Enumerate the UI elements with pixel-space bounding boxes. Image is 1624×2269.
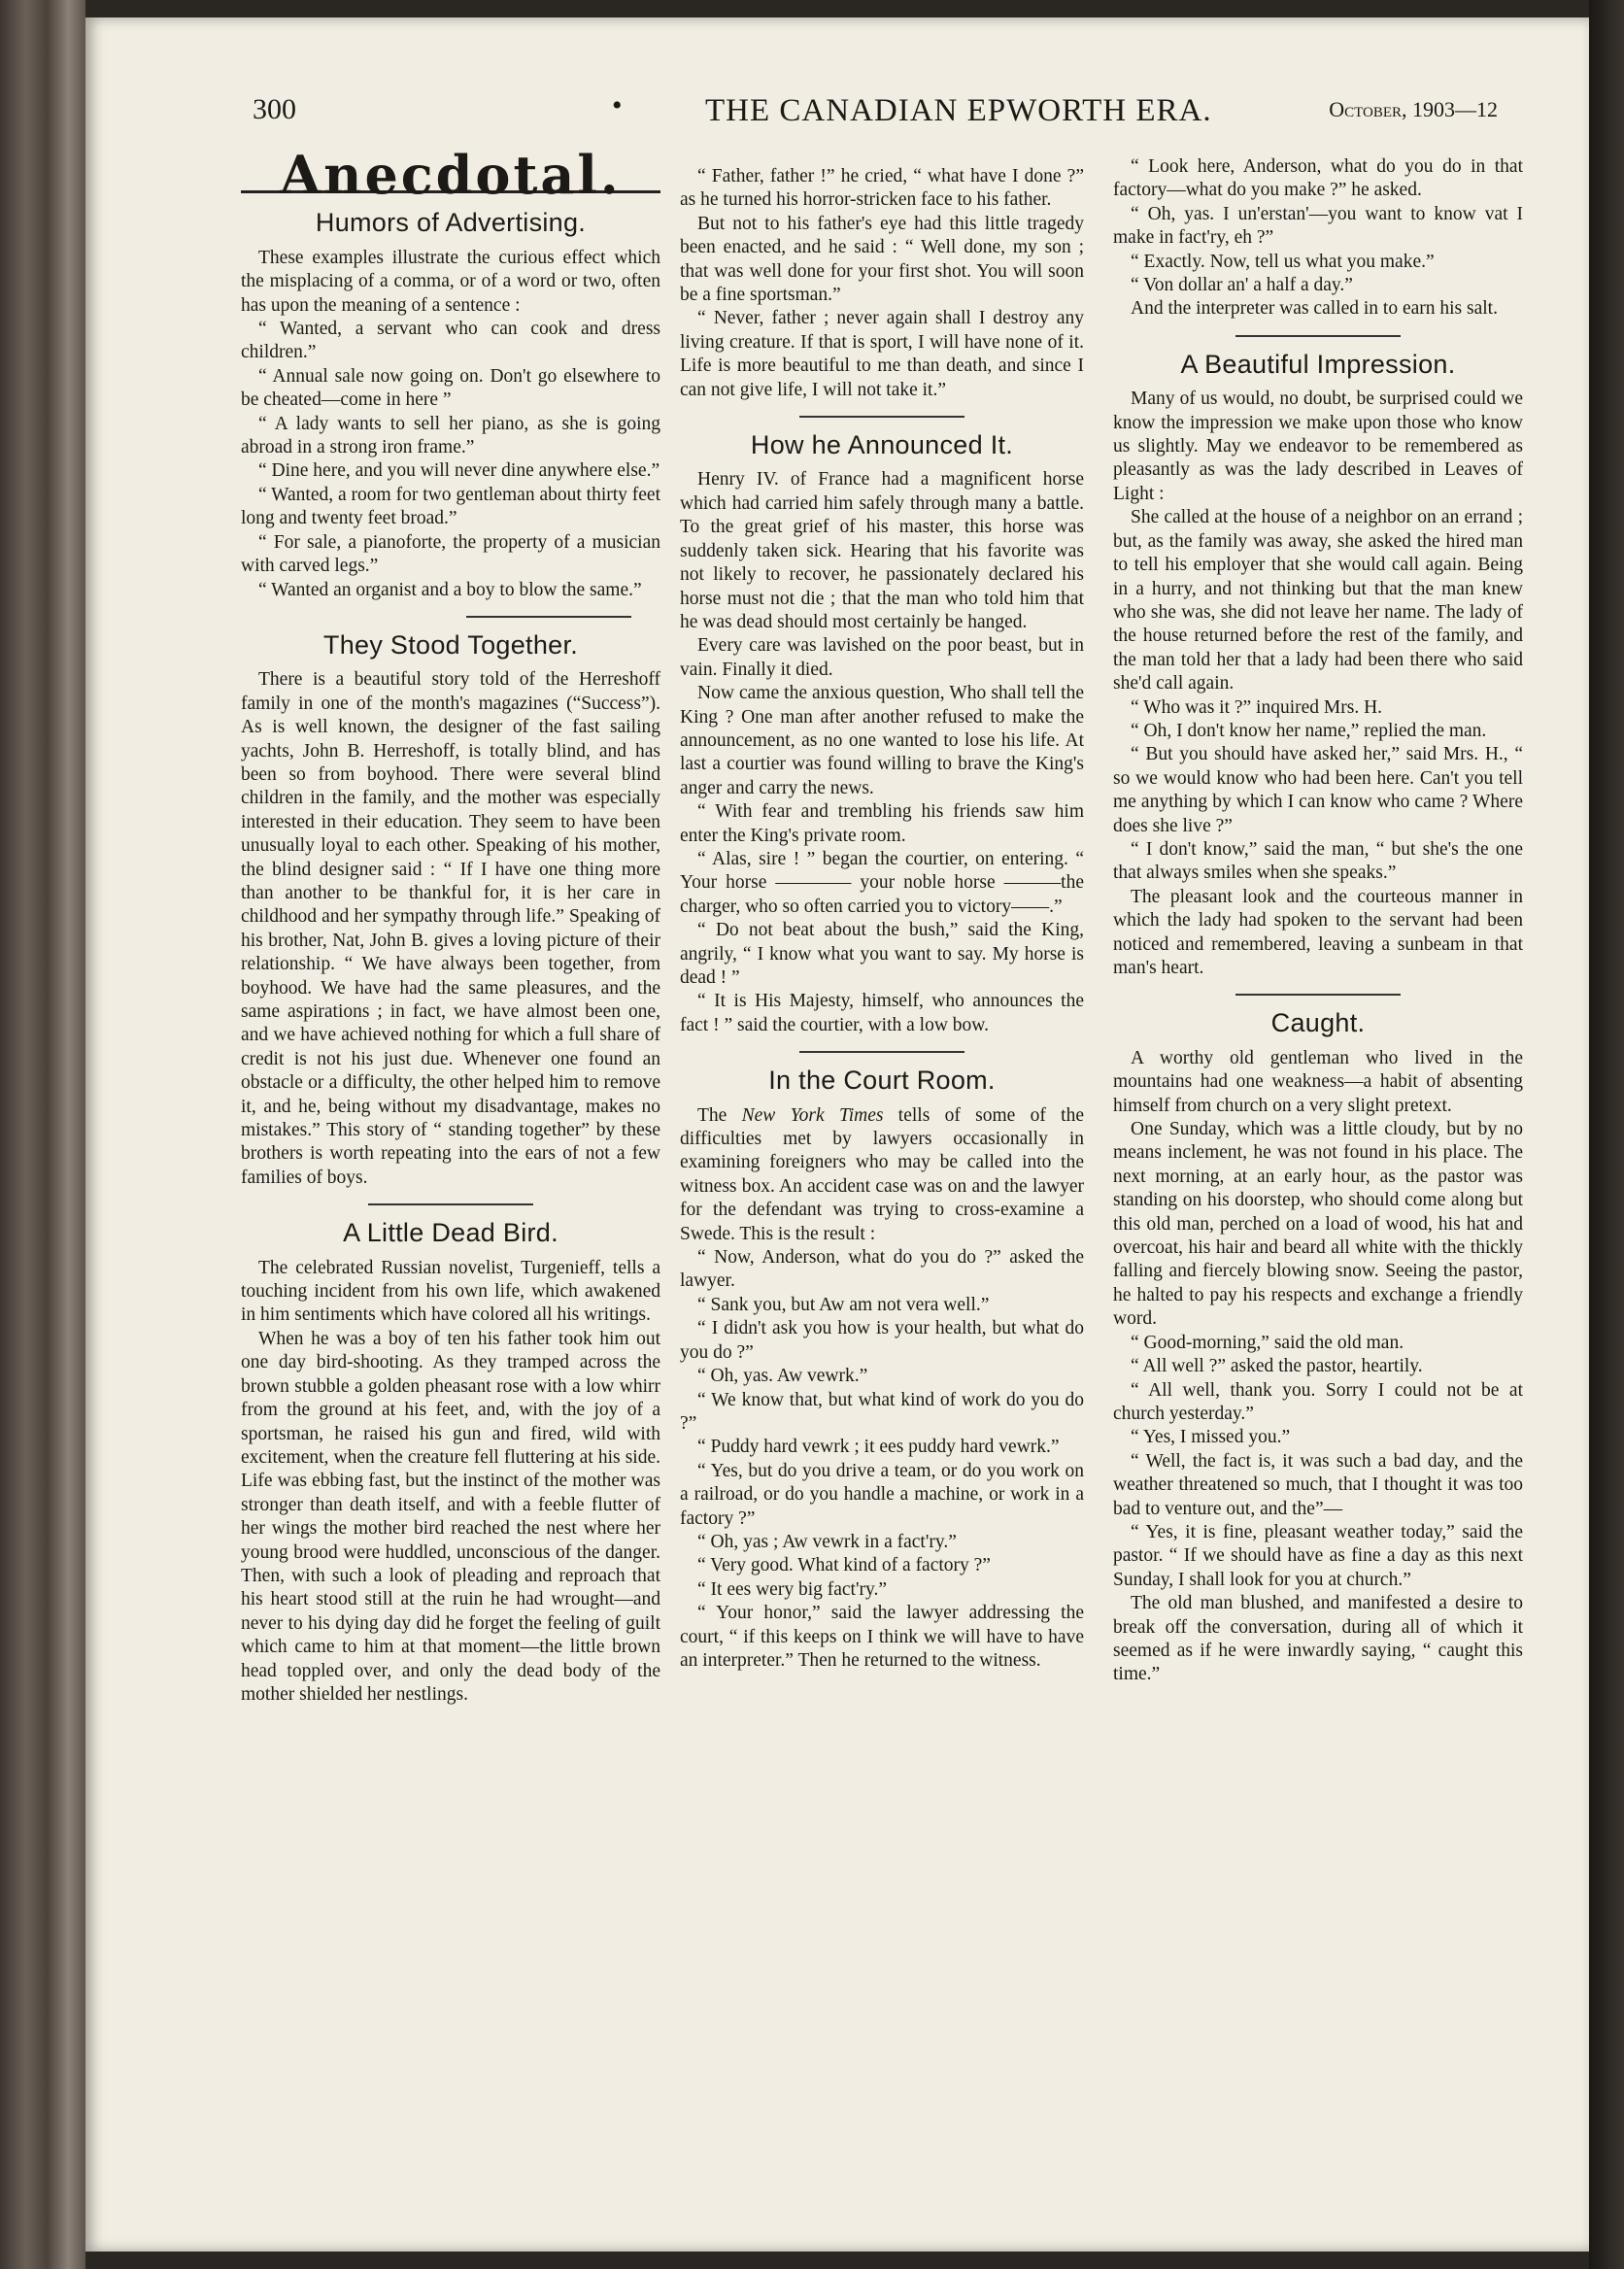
paragraph: And the interpreter was called in to earn his salt. — [1131, 298, 1498, 320]
paragraph: “ Dine here, and you will never dine anywhere else.” — [258, 460, 660, 482]
paragraph: “ Oh, yas ; Aw vewrk in a fact'ry.” — [697, 1531, 957, 1552]
paragraph: The pleasant look and the courteous manner in which the lady had spoken to the servant had been noticed and remembered, leaving a sunbeam in that man's heart. — [1113, 886, 1523, 978]
paragraph: “ Sank you, but Aw am not vera well.” — [697, 1294, 990, 1315]
paragraph: There is a beautiful story told of the Herreshoff family in one of the month's magazines (“Success”). As is well known, the designer of the fast sailing yachts, John B. Herreshoff, is totally blind, and has been so from boyhood. There were several blind children in the family, and the mother was especially interested in their education. They seem to have been unusually loyal to each other. Speaking of his mother, the blind designer said : “ If I have one thing more than another to be thankful for, it is her care in childhood and her sympathy through life.” Speaking of his brother, Nat, John B. gives a loving picture of their relationship. “ We have always been together, from boyhood. We have had the same pleasures, and the same aspirations ; in fact, we have almost been one, and we have achieved nothing for which a full share of credit is not his just due. Whenever one found an obstacle or a difficulty, the other helped him to remove it, and he, being without my disadvantage, makes no mistakes.” This story of “ standing together” by these brothers is worth repeating into the ears of not a few families of boys. — [241, 669, 660, 1188]
article-title: A Little Dead Bird. — [343, 1218, 558, 1248]
paragraph: “ Oh, I don't know her name,” replied the man. — [1131, 720, 1487, 741]
paragraph: “ Wanted, a room for two gentleman about thirty feet long and twenty feet broad.” — [241, 484, 660, 529]
paragraph: “ Good-morning,” said the old man. — [1131, 1332, 1404, 1353]
page-header — [165, 89, 1498, 132]
column-3 — [1113, 155, 1523, 1687]
lead-text: The — [697, 1104, 742, 1126]
paragraph: “ Now, Anderson, what do you do ?” asked the lawyer. — [680, 1247, 1084, 1292]
paragraph: These examples illustrate the curious effect which the misplacing of a comma, or of a word or two, often has upon the meaning of a sentence : — [241, 247, 660, 316]
paragraph: “ Oh, yas. Aw vewrk.” — [697, 1366, 868, 1387]
article-title: Caught. — [1270, 1008, 1366, 1038]
separator-rule — [799, 1051, 964, 1053]
separator-rule — [1235, 335, 1401, 337]
separator-rule — [368, 1203, 533, 1205]
header-dot: • — [612, 89, 623, 121]
newspaper-name: New York Times — [741, 1104, 884, 1126]
article-title: How he Announced It. — [750, 430, 1014, 460]
paragraph: “ Exactly. Now, tell us what you make.” — [1131, 251, 1435, 272]
section-title: Anecdotal. — [280, 144, 622, 206]
separator-rule — [799, 416, 964, 418]
paragraph: Many of us would, no doubt, be surprised could we know the impression we make upon those who know us slightly. May we endeavor to be remembered as pleasantly as was the lady described in Leaves of Light : — [1113, 389, 1523, 504]
paragraph: “ Wanted, a servant who can cook and dress children.” — [241, 319, 660, 363]
paragraph: Every care was lavished on the poor beast, but in vain. Finally it died. — [680, 635, 1084, 680]
paragraph: She called at the house of a neighbor on an errand ; but, as the family was away, she asked the hired man to tell his employer that she would call again. Being in a hurry, and not thinking but that the man knew who she was, she did not leave her name. The lady of the house returned before the rest of the family, and the man told her that a lady had been there who said she'd call again. — [1113, 507, 1523, 694]
paragraph: “ All well ?” asked the pastor, heartily. — [1131, 1356, 1423, 1377]
book-binding — [0, 0, 85, 2269]
paragraph: “ It ees wery big fact'ry.” — [697, 1578, 887, 1600]
paragraph: “ Who was it ?” inquired Mrs. H. — [1131, 696, 1383, 718]
paragraph: “ All well, thank you. Sorry I could not be at church yesterday.” — [1113, 1379, 1523, 1424]
article-title: Humors of Advertising. — [315, 208, 587, 238]
paragraph: But not to his father's eye had this little tragedy been enacted, and he said : “ Well done, my son ; that was well done for your first shot. You will soon be a fine sportsman.” — [680, 213, 1084, 306]
paragraph: A worthy old gentleman who lived in the mountains had one weakness—a habit of absenting himself from church on a very slight pretext. — [1113, 1047, 1523, 1116]
paragraph: “ Von dollar an' a half a day.” — [1131, 275, 1353, 296]
paragraph: “ Alas, sire ! ” began the courtier, on entering. “ Your horse ———— your noble horse ———the charger, who so often carried you to victory——.” — [680, 848, 1084, 917]
paragraph: “ It is His Majesty, himself, who announces the fact ! ” said the courtier, with a low bow. — [680, 991, 1084, 1035]
paragraph: “ A lady wants to sell her piano, as she is going abroad in a strong iron frame.” — [241, 413, 660, 458]
paragraph: “ We know that, but what kind of work do you do ?” — [680, 1389, 1084, 1434]
separator-rule — [1235, 994, 1401, 996]
paragraph: “ Yes, but do you drive a team, or do you work on a railroad, or do you handle a machine, or work in a factory ?” — [680, 1460, 1084, 1529]
paragraph: “ For sale, a pianoforte, the property of a musician with carved legs.” — [241, 531, 660, 577]
paragraph: One Sunday, which was a little cloudy, but by no means inclement, he was not found in his place. The next morning, at an early hour, as the pastor was standing on his doorstep, who should come along but this old man, perched on a load of wood, his hat and overcoat, his hair and beard all white with the thickly falling and fiercely blowing snow. Seeing the pastor, he halted to pay his respects and exchange a friendly word. — [1113, 1119, 1523, 1330]
article-title: In the Court Room. — [768, 1066, 996, 1096]
separator-rule — [466, 616, 631, 618]
paragraph: “ Puddy hard vewrk ; it ees puddy hard vewrk.” — [697, 1437, 1060, 1458]
paragraph: “ Wanted an organist and a boy to blow the same.” — [258, 579, 642, 600]
paragraph: “ Your honor,” said the lawyer addressing the court, “ if this keeps on I think we will have to have an interpreter.” Then he returned to the witness. — [680, 1603, 1084, 1671]
paragraph: “ With fear and trembling his friends saw him enter the King's private room. — [680, 801, 1084, 846]
page-number: 300 — [253, 93, 296, 125]
paragraph: “ I don't know,” said the man, “ but she's the one that always smiles when she speaks.” — [1113, 838, 1523, 884]
paragraph: “ Do not beat about the bush,” said the King, angrily, “ I know what you want to say. My horse is dead ! ” — [680, 920, 1084, 988]
article-title: A Beautiful Impression. — [1180, 349, 1456, 379]
article-title: They Stood Together. — [322, 629, 579, 660]
paragraph: The celebrated Russian novelist, Turgenieff, tells a touching incident from his own life, which awakened in him sentiments which have colored all his writings. — [241, 1257, 660, 1326]
paragraph: “ Oh, yas. I un'erstan'—you want to know vat I make in fact'ry, eh ?” — [1113, 203, 1523, 249]
paragraph: “ Very good. What kind of a factory ?” — [697, 1555, 991, 1576]
paragraph: “ Yes, it is fine, pleasant weather today,” said the pastor. “ If we should have as fine a day as this next Sunday, I shall look for you at church.” — [1113, 1521, 1523, 1590]
column-1 — [241, 144, 660, 1707]
paragraph: “ Father, father !” he cried, “ what have I done ?” as he turned his horror-stricken face to his father. — [680, 166, 1084, 211]
paragraph: Now came the anxious question, Who shall tell the King ? One man after another refused to make the announcement, as no one wanted to lose his life. At last a courtier was found willing to brave the King's anger and carry the news. — [680, 683, 1084, 798]
paragraph: “ But you should have asked her,” said Mrs. H., “ so we would know who had been here. Can't you tell me anything by which I can know who came ? Where does she live ?” — [1113, 744, 1523, 836]
issue-date: October, 1903—12 — [1329, 97, 1498, 121]
paragraph: “ Well, the fact is, it was such a bad day, and the weather threatened so much, that I thought it was too bad to venture out, and the”— — [1113, 1450, 1523, 1519]
masthead-title: THE CANADIAN EPWORTH ERA. — [705, 93, 1212, 128]
paragraph: Henry IV. of France had a magnificent horse which had carried him safely through many a battle. To the great grief of his master, this horse was suddenly taken sick. Hearing that his favorite was not likely to recover, he passionately declared his horse must not die ; that the man who told him that he was dead should most certainly be hanged. — [680, 469, 1084, 632]
paragraph: “ Look here, Anderson, what do you do in that factory—what do you make ?” he asked. — [1113, 156, 1523, 201]
paragraph: “ Yes, I missed you.” — [1131, 1427, 1291, 1448]
lead-text: tells of some of the difficulties met by lawyers occasionally in examining foreigners who may be called into the witness box. An accident case was on and the lawyer for the defendant was trying to cross-examine a Swede. This is the result : — [680, 1104, 1084, 1244]
paragraph: The old man blushed, and manifested a desire to break off the conversation, during all of which it seemed as if he were inwardly saying, “ caught this time.” — [1113, 1593, 1523, 1685]
paragraph: “ Annual sale now going on. Don't go elsewhere to be cheated—come in here ” — [241, 365, 660, 411]
right-page-edge — [1589, 0, 1624, 2269]
paragraph: When he was a boy of ten his father took him out one day bird-shooting. As they tramped across the brown stubble a golden pheasant rose with a low whirr from the ground at his feet, and, with the joy of a sportsman, he raised his gun and fired, wild with excitement, when the creature fell fluttering at his side. Life was ebbing fast, but the instinct of the mother was stronger than death itself, and with a feeble flutter of her wings the mother bird reached the nest where her young brood were huddled, unconscious of the danger. Then, with such a look of pleading and reproach that his heart stood still at the ruin he had wrought—and never to his dying day did he forget the feeling of guilt which came to him at that moment—the little brown head toppled over, and only the dead body of the mother shielded her nestlings. — [241, 1328, 660, 1705]
column-2 — [680, 165, 1084, 1673]
paragraph: “ Never, father ; never again shall I destroy any living creature. If that is sport, I will have none of it. Life is more beautiful to me than death, and since I can not give life, I will not take it.” — [680, 308, 1084, 400]
paragraph — [680, 1104, 1084, 1246]
paragraph: “ I didn't ask you how is your health, but what do you do ?” — [680, 1318, 1084, 1363]
